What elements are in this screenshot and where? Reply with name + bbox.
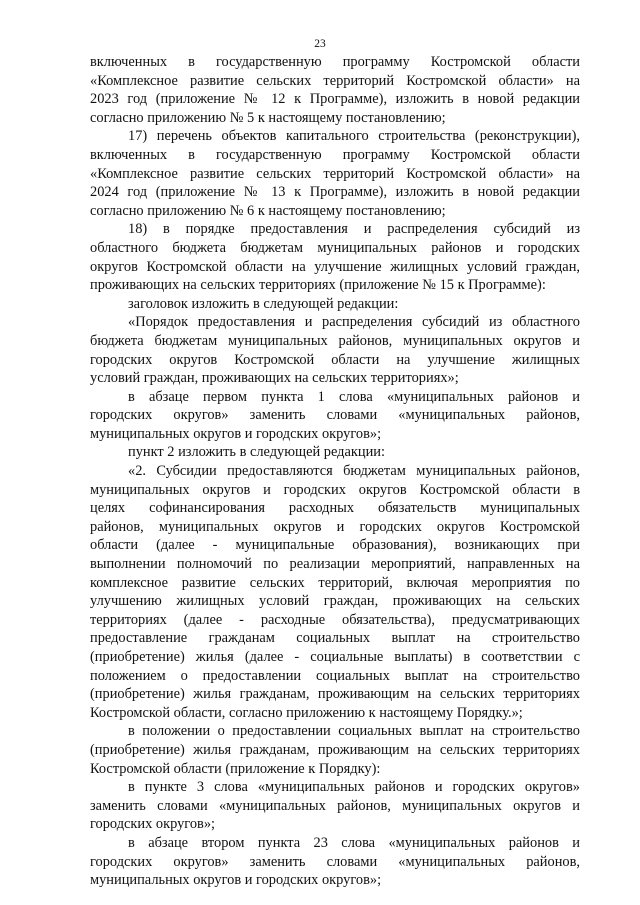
text-line: включенных в государственную программу Костромской области: [90, 54, 580, 70]
text-line: городских округов Костромской области на улучшение жилищных: [90, 351, 580, 368]
text-line: в пункте 3 слова «муниципальных районов и городских округов»: [128, 779, 580, 796]
text-line: 2024 год (приложение № 13 к Программе), изложить в новой редакции: [90, 184, 580, 201]
text-line: «Комплексное развитие сельских территорий Костромской области» на: [90, 72, 580, 89]
text-line: заголовок изложить в следующей редакции:: [128, 295, 399, 312]
text-line: областного бюджета бюджетам муниципальных районов и городских: [90, 239, 580, 256]
text-line: согласно приложению № 5 к настоящему постановлению;: [90, 109, 446, 126]
text-line: области (далее - муниципальные образования), возникающих при: [90, 537, 580, 554]
text-line: включенных в государственную программу Костромской области: [90, 146, 580, 163]
text-line: бюджета бюджетам муниципальных районов, муниципальных округов и: [90, 332, 580, 349]
text-line: проживающих на сельских территориях (приложение № 15 к Программе):: [90, 277, 546, 294]
text-line: согласно приложению № 6 к настоящему постановлению;: [90, 202, 446, 219]
text-line: комплексное развитие сельских территорий, включая мероприятия по: [90, 574, 580, 591]
text-line: 17) перечень объектов капитального строительства (реконструкции),: [128, 128, 580, 145]
document-body: [90, 53, 580, 890]
text-line: муниципальных округов и городских округов»;: [90, 425, 382, 442]
text-line: Костромской области, согласно приложению к настоящему Порядку.»;: [90, 704, 523, 721]
text-line: «Порядок предоставления и распределения субсидий из областного: [128, 314, 580, 331]
text-line: «2. Субсидии предоставляются бюджетам муниципальных районов,: [128, 463, 580, 480]
text-line: территориях (далее - расходные обязательства), предусматривающих: [90, 611, 580, 628]
text-line: 2023 год (приложение № 12 к Программе), изложить в новой редакции: [90, 91, 580, 108]
text-line: городских округов» заменить словами «муниципальных районов,: [90, 853, 580, 870]
text-line: в положении о предоставлении социальных выплат на строительство: [128, 723, 580, 740]
text-line: в абзаце первом пункта 1 слова «муниципальных районов и: [128, 388, 580, 405]
text-line: выполнении полномочий по реализации мероприятий, направленных на: [90, 556, 580, 573]
text-line: пункт 2 изложить в следующей редакции:: [128, 444, 385, 461]
text-line: районов, муниципальных округов и городских округов Костромской: [90, 518, 580, 535]
text-line: улучшению жилищных условий граждан, проживающих на сельских: [90, 593, 580, 610]
text-line: целях софинансирования расходных обязательств муниципальных: [90, 500, 580, 517]
text-line: предоставление гражданам социальных выплат на строительство: [90, 630, 580, 647]
text-line: в абзаце втором пункта 23 слова «муниципальных районов и: [128, 834, 580, 851]
text-line: округов Костромской области на улучшение жилищных условий граждан,: [90, 258, 580, 275]
text-line: Костромской области (приложение к Порядку):: [90, 760, 381, 777]
text-line: 18) в порядке предоставления и распределения субсидий из: [128, 221, 580, 238]
text-line: (приобретение) жилья гражданам, проживающим на сельских территориях: [90, 741, 580, 758]
text-line: муниципальных округов и городских округов Костромской области в: [90, 481, 580, 498]
text-line: муниципальных округов и городских округов»;: [90, 872, 382, 889]
text-line: (приобретение) жилья гражданам, проживающим на сельских территориях: [90, 686, 580, 703]
page-number: 23: [314, 38, 326, 50]
text-line: «Комплексное развитие сельских территорий Костромской области» на: [90, 165, 580, 182]
text-line: городских округов»;: [90, 816, 216, 833]
text-line: городских округов» заменить словами «муниципальных районов,: [90, 407, 580, 424]
text-line: заменить словами «муниципальных районов, муниципальных округов и: [90, 797, 580, 814]
text-line: условий граждан, проживающих на сельских территориях»;: [90, 370, 459, 387]
text-line: (приобретение) жилья (далее - социальные выплаты) в соответствии с: [90, 649, 580, 665]
text-line: положением о предоставлении социальных выплат на строительство: [90, 667, 580, 684]
